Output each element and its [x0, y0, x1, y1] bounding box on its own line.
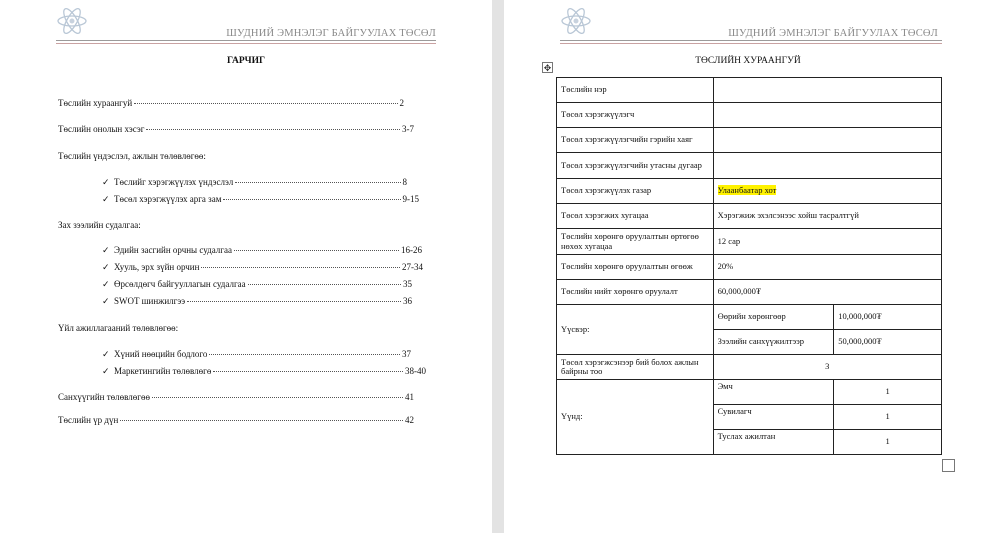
toc-entry[interactable]: ✓ Хууль, эрх зүйн орчин 27-34	[102, 262, 423, 272]
table-row	[557, 305, 942, 330]
row-value[interactable]	[713, 78, 941, 103]
page-table-of-contents	[0, 0, 492, 533]
row-label: Үүсвэр:	[557, 305, 714, 355]
staff-value[interactable]: 1	[834, 405, 942, 430]
row-value[interactable]	[713, 128, 941, 153]
table-row	[557, 380, 942, 405]
checkmark-icon: ✓	[102, 194, 110, 204]
table-row	[557, 153, 942, 179]
table-move-handle-icon[interactable]: ✥	[543, 63, 552, 73]
toc-entry[interactable]: ✓ Хүний нөөцийн бодлого 37	[102, 349, 411, 359]
header-rule-accent	[560, 43, 942, 44]
table-row	[557, 78, 942, 103]
table-row	[557, 179, 942, 204]
header-title: ШУДНИЙ ЭМНЭЛЭГ БАЙГУУЛАХ ТӨСӨЛ	[728, 28, 938, 39]
atom-logo-icon	[55, 4, 89, 38]
toc-entry[interactable]: Төслийн онолын хэсэг 3-7	[58, 124, 414, 134]
toc-entry[interactable]: ✓ Маркетингийн төлөвлөгө 38-40	[102, 366, 426, 376]
toc-entry[interactable]: Төслийн үр дүн 42	[58, 415, 414, 425]
toc-entry[interactable]: ✓ Төслийг хэрэгжүүлэх үндэслэл 8	[102, 177, 407, 187]
table-row	[557, 128, 942, 153]
row-value[interactable]: 20%	[713, 255, 941, 280]
row-label: Төслийн хөрөнгө оруулалтын өгөөж	[557, 255, 714, 280]
header-title: ШУДНИЙ ЭМНЭЛЭГ БАЙГУУЛАХ ТӨСӨЛ	[226, 28, 436, 39]
toc-entry[interactable]: ✓ Өрсөлдөгч байгууллагын судалгаа 35	[102, 279, 412, 289]
table-resize-handle-icon[interactable]	[942, 459, 955, 472]
toc-section-heading: Зах зээлийн судалгаа:	[58, 220, 141, 230]
checkmark-icon: ✓	[102, 262, 110, 272]
row-label: Төсөл хэрэгжүүлэгчийн гэрийн хаяг	[557, 128, 714, 153]
staff-label: Эмч	[713, 380, 834, 405]
row-value[interactable]: Хэрэгжиж эхэлсэнээс хойш тасралтгүй	[713, 204, 941, 229]
toc-title: ГАРЧИГ	[226, 56, 266, 66]
page-gutter	[492, 0, 504, 533]
row-label: Төсөл хэрэгжсэнээр бий болох ажлын байрны тоо	[557, 355, 714, 380]
row-label: Төсөл хэрэгжих хугацаа	[557, 204, 714, 229]
toc-section-heading: Төслийн үндэслэл, ажлын төлөвлөгөө:	[58, 151, 206, 161]
row-label: Үүнд:	[557, 380, 714, 455]
table-row	[557, 255, 942, 280]
toc-entry[interactable]: ✓ SWOT шинжилгээ 36	[102, 296, 412, 306]
source-value[interactable]: 10,000,000₮	[834, 305, 942, 330]
project-summary-table	[556, 77, 942, 455]
staff-value[interactable]: 1	[834, 430, 942, 455]
source-label: Өөрийн хөрөнгөөр	[713, 305, 834, 330]
highlighted-text: Улаанбаатар хот	[717, 185, 777, 196]
toc-entry[interactable]: Санхүүгийн төлөвлөгөө 41	[58, 392, 414, 402]
checkmark-icon: ✓	[102, 296, 110, 306]
checkmark-icon: ✓	[102, 245, 110, 255]
staff-value[interactable]: 1	[834, 380, 942, 405]
source-label: Зээлийн санхүүжилтээр	[713, 330, 834, 355]
row-label: Төсөл хэрэгжүүлэгчийн утасны дугаар	[557, 153, 714, 179]
toc-entry[interactable]: ✓ Эдийн засгийн орчны судалгаа 16-26	[102, 245, 422, 255]
checkmark-icon: ✓	[102, 279, 110, 289]
row-value[interactable]: 60,000,000₮	[713, 280, 941, 305]
row-label: Төсөл хэрэгжүүлэгч	[557, 103, 714, 128]
row-value[interactable]: 12 сар	[713, 229, 941, 255]
table-row	[557, 229, 942, 255]
toc-entry[interactable]: ✓ Төсөл хэрэгжүүлэх арга зам 9-15	[102, 194, 419, 204]
row-value[interactable]	[713, 103, 941, 128]
checkmark-icon: ✓	[102, 366, 110, 376]
page-project-summary	[504, 0, 992, 533]
source-value[interactable]: 50,000,000₮	[834, 330, 942, 355]
toc-entry[interactable]: Төслийн хураангуй 2	[58, 98, 404, 108]
table-row	[557, 355, 942, 380]
row-label: Төслийн нэр	[557, 78, 714, 103]
checkmark-icon: ✓	[102, 349, 110, 359]
staff-label: Туслах ажилтан	[713, 430, 834, 455]
header-rule-accent	[56, 43, 436, 44]
row-value[interactable]: 3	[713, 355, 941, 380]
toc-section-heading: Үйл ажиллагааний төлөвлөгөө:	[58, 323, 179, 333]
row-label: Төслийн хөрөнгө оруулалтын өртөгөө нөхөх хугацаа	[557, 229, 714, 255]
staff-label: Сувилагч	[713, 405, 834, 430]
summary-title: ТӨСЛИЙН ХУРААНГУЙ	[695, 56, 801, 66]
header-rule	[560, 40, 942, 41]
row-value[interactable]	[713, 153, 941, 179]
table-row	[557, 280, 942, 305]
table-row	[557, 103, 942, 128]
row-label: Төслийн нийт хөрөнгө оруулалт	[557, 280, 714, 305]
row-label: Төсөл хэрэгжүүлэх газар	[557, 179, 714, 204]
checkmark-icon: ✓	[102, 177, 110, 187]
header-rule	[56, 40, 436, 41]
table-row	[557, 204, 942, 229]
atom-logo-icon	[559, 4, 593, 38]
row-value[interactable]	[713, 179, 941, 204]
